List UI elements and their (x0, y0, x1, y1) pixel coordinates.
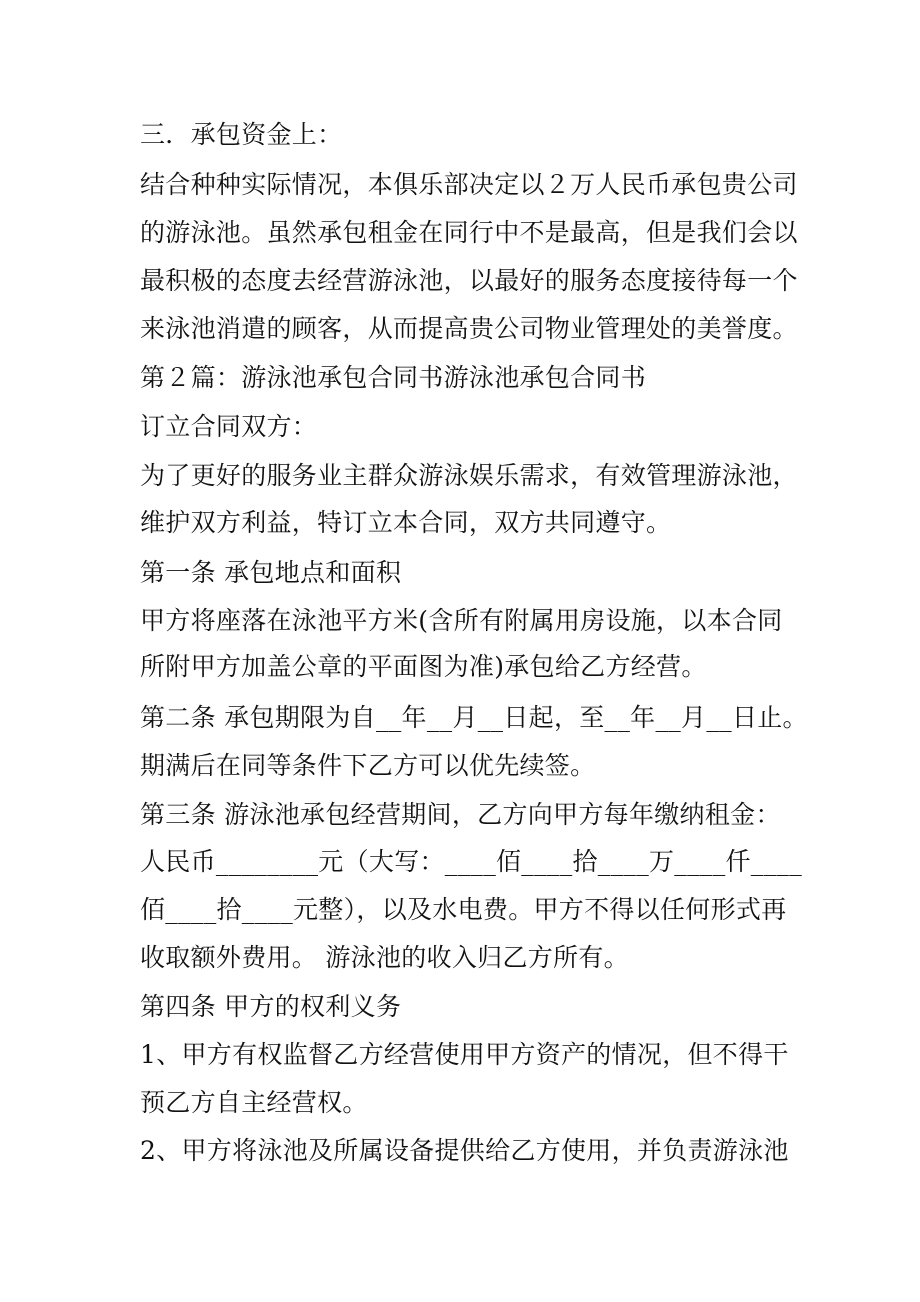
paragraph-line: 收取额外费用。 游泳池的收入归乙方所有。 (140, 943, 629, 972)
paragraph-line: 为了更好的服务业主群众游泳娱乐需求，有效管理游泳池， (140, 461, 798, 490)
section-heading-parties: 订立合同双方： (140, 412, 318, 441)
paragraph-line: 佰____拾____元整），以及水电费。甲方不得以任何形式再 (140, 895, 787, 924)
paragraph-line: 预乙方自主经营权。 (140, 1088, 368, 1117)
clause-heading-4: 第四条 甲方的权利义务 (140, 992, 402, 1021)
paragraph-line: 所附甲方加盖公章的平面图为准)承包给乙方经营。 (140, 652, 707, 681)
clause-2-text: 第二条 承包期限为自__年__月__日起，至__年__月__日止。 (140, 703, 808, 732)
clause-3-text: 第三条 游泳池承包经营期间，乙方向甲方每年缴纳租金： (140, 800, 781, 829)
paragraph-line: 结合种种实际情况，本俱乐部决定以２万人民币承包贵公司 (140, 170, 798, 199)
article-title: 第２篇：游泳池承包合同书游泳池承包合同书 (140, 363, 647, 392)
section-heading-funding: 三．承包资金上： (140, 120, 343, 149)
clause-heading-1: 第一条 承包地点和面积 (140, 558, 402, 587)
paragraph-line: 的游泳池。虽然承包租金在同行中不是最高，但是我们会以 (140, 218, 798, 247)
paragraph-line: 甲方将座落在泳池平方米(含所有附属用房设施，以本合同 (140, 606, 783, 635)
paragraph-line: 来泳池消遣的顾客，从而提高贵公司物业管理处的美誉度。 (140, 314, 798, 343)
list-item-2: 2、甲方将泳池及所属设备提供给乙方使用，并负责游泳池 (140, 1136, 789, 1165)
paragraph-line: 维护双方利益，特订立本合同，双方共同遵守。 (140, 508, 672, 537)
paragraph-line: 期满后在同等条件下乙方可以优先续签。 (140, 751, 596, 780)
list-item-1: 1、甲方有权监督乙方经营使用甲方资产的情况，但不得干 (140, 1040, 789, 1069)
paragraph-line: 最积极的态度去经营游泳池，以最好的服务态度接待每一个 (140, 266, 798, 295)
paragraph-line: 人民币________元（大写：____佰____拾____万____仟____ (140, 847, 803, 876)
